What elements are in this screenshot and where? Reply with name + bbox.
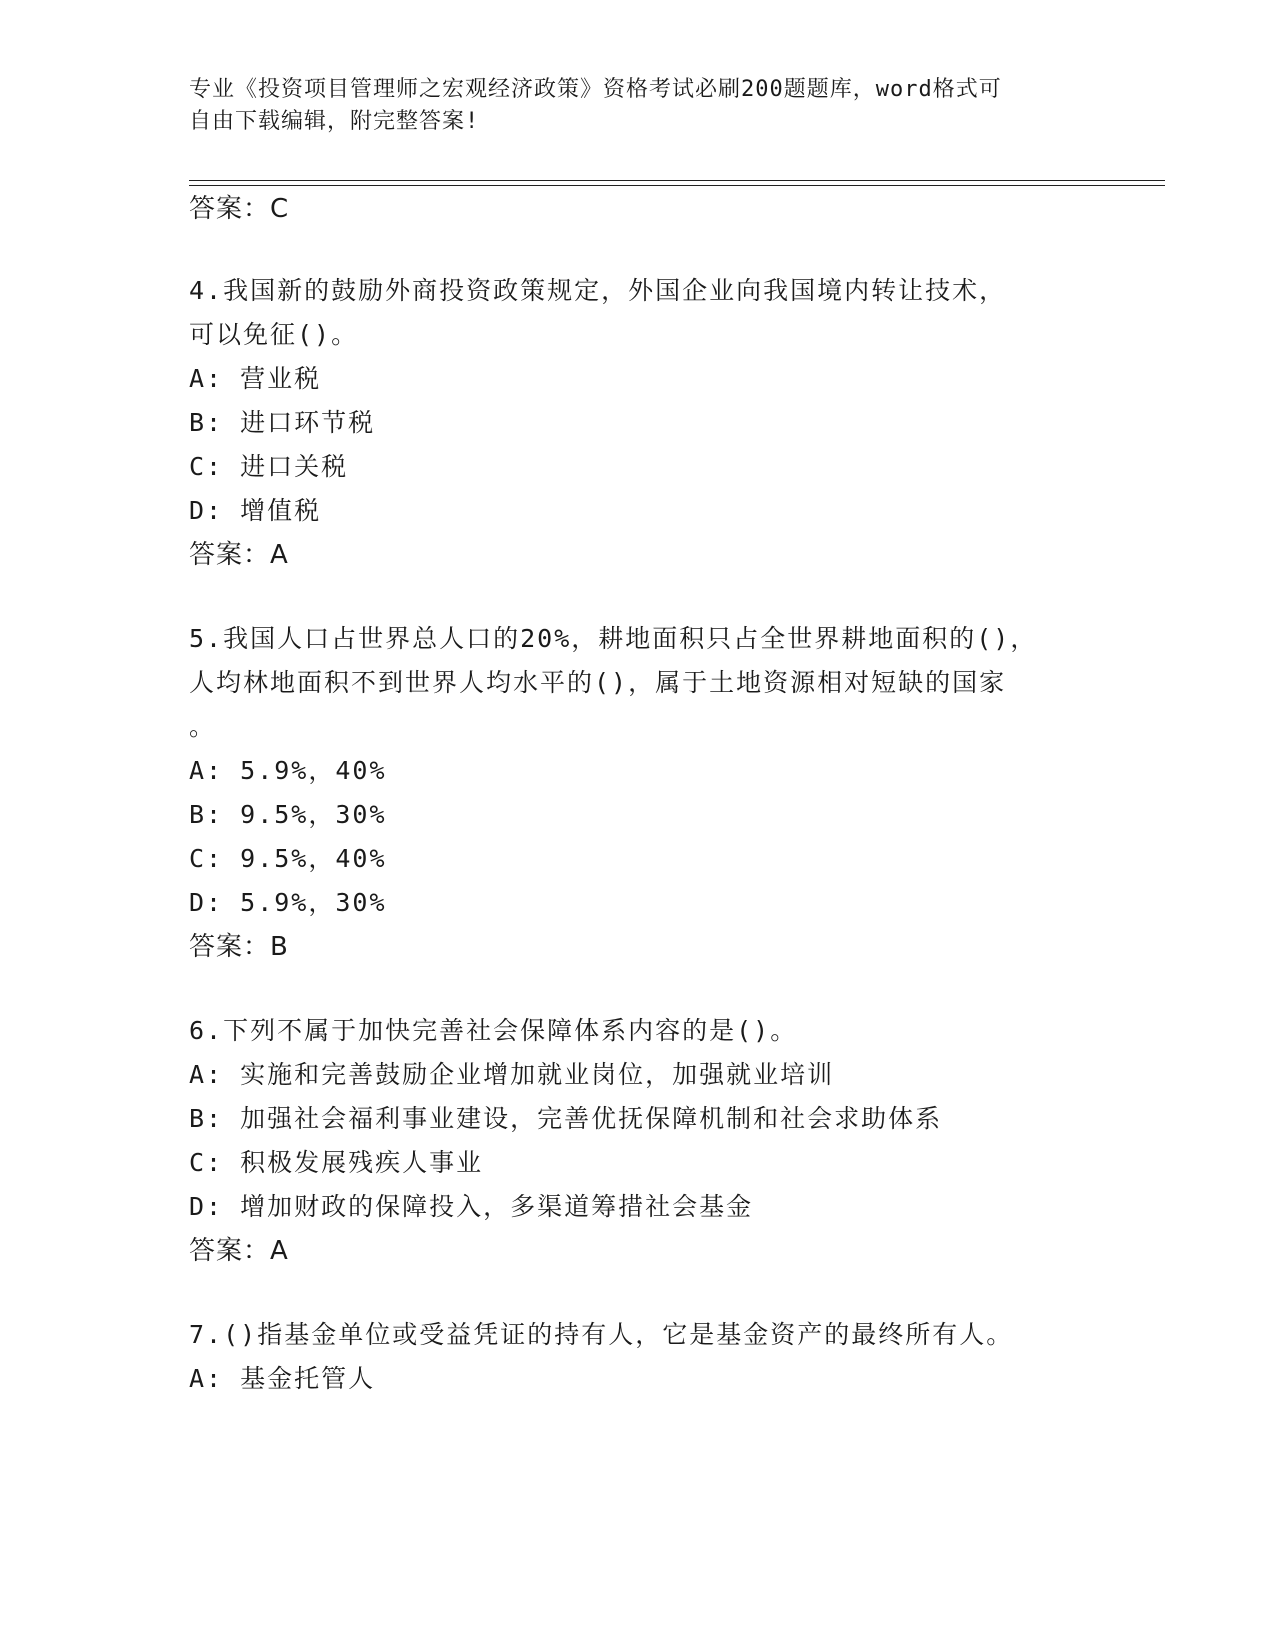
question-5-answer: 答案：B [189,932,289,962]
question-6-stem: 6.下列不属于加快完善社会保障体系内容的是()。 [189,1016,798,1045]
question-4-option-b: B: 进口环节税 [189,408,376,437]
question-4-option-a: A: 营业税 [189,364,322,393]
question-6-option-c: C: 积极发展残疾人事业 [189,1148,484,1177]
question-5-option-b: B: 9.5%，30% [189,800,387,829]
header-title-line-2: 自由下载编辑，附完整答案! [189,109,480,134]
question-6-option-d: D: 增加财政的保障投入，多渠道筹措社会基金 [189,1192,754,1221]
question-5-option-d: D: 5.9%，30% [189,888,387,917]
question-6-answer: 答案：A [189,1236,289,1266]
document-header [189,74,1089,138]
question-4-answer: 答案：A [189,540,289,570]
header-title-line-1: 专业《投资项目管理师之宏观经济政策》资格考试必刷200题题库，word格式可 [189,77,1002,102]
header-divider-top [189,180,1165,181]
question-5-option-a: A: 5.9%，40% [189,756,387,785]
question-7-option-a: A: 基金托管人 [189,1364,376,1393]
question-5-stem-line-3: 。 [189,712,217,741]
question-4-stem-line-2: 可以免征()。 [189,320,359,349]
question-4-stem-line-1: 4.我国新的鼓励外商投资政策规定，外国企业向我国境内转让技术， [189,276,1007,305]
question-5-option-c: C: 9.5%，40% [189,844,387,873]
question-6-option-b: B: 加强社会福利事业建设，完善优抚保障机制和社会求助体系 [189,1104,943,1133]
question-7-stem: 7.()指基金单位或受益凭证的持有人，它是基金资产的最终所有人。 [189,1320,1014,1349]
question-4-option-d: D: 增值税 [189,496,322,525]
question-5-stem-line-1: 5.我国人口占世界总人口的20%，耕地面积只占全世界耕地面积的()， [189,624,1038,653]
header-divider-bottom [189,185,1165,186]
question-4-option-c: C: 进口关税 [189,452,349,481]
question-6-option-a: A: 实施和完善鼓励企业增加就业岗位，加强就业培训 [189,1060,835,1089]
question-5-stem-line-2: 人均林地面积不到世界人均水平的()，属于土地资源相对短缺的国家 [189,668,1007,697]
previous-question-answer: 答案：C [189,194,290,224]
